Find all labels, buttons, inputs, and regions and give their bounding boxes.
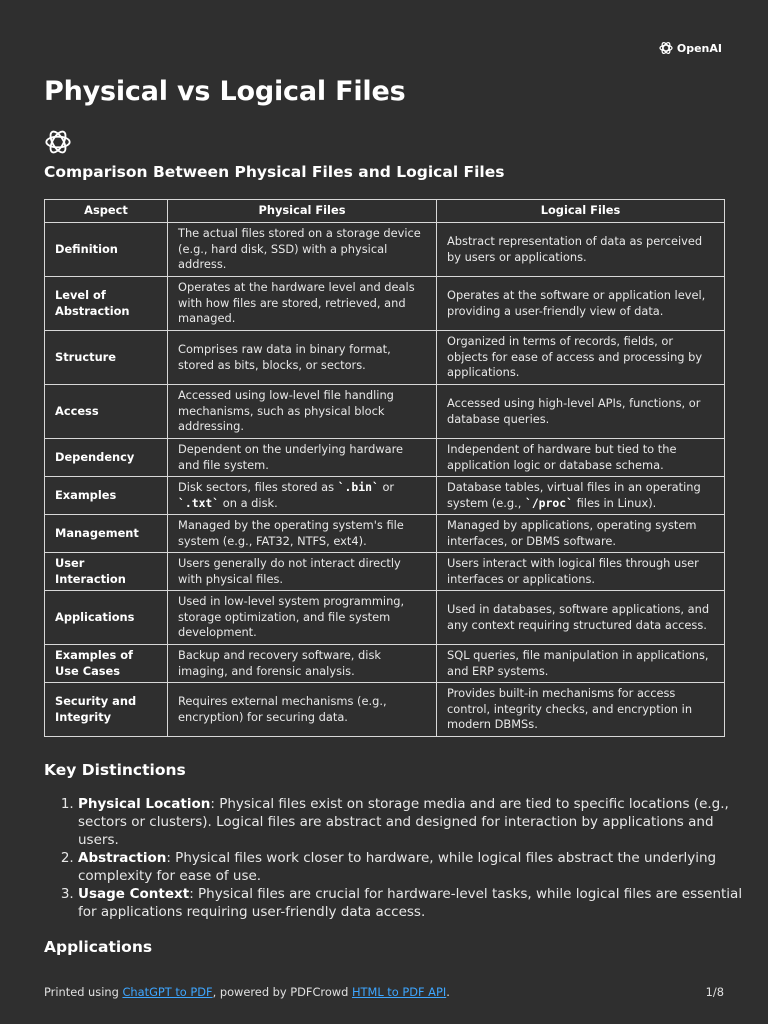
table-row [45,439,725,477]
openai-logo-icon [658,40,674,56]
logical-cell: Accessed using high-level APIs, functions, or database queries. [437,385,725,439]
table-row [45,385,725,439]
table-row [45,645,725,683]
list-item [78,795,758,849]
key-distinctions-heading: Key Distinctions [44,761,186,779]
footer-suffix: . [446,985,450,999]
physical-cell: Used in low-level system programming, storage optimization, and file system development. [168,591,437,645]
list-item-term: Abstraction [78,850,167,866]
physical-cell: Backup and recovery software, disk imaging, and forensic analysis. [168,645,437,683]
logical-cell: Managed by applications, operating system interfaces, or DBMS software. [437,515,725,553]
table-row [45,277,725,331]
column-header-logical: Logical Files [437,200,725,223]
aspect-cell: Structure [45,331,168,385]
chatgpt-logo-icon [44,128,72,156]
physical-text: or [378,479,395,494]
aspect-cell: Dependency [45,439,168,477]
footer-credit [44,985,450,999]
logical-cell: Provides built-in mechanisms for access control, integrity checks, and encryption in modern DBMSs. [437,683,725,737]
list-item-text: : Physical files exist on storage media and are tied to specific locations (e.g., sectors or clusters). Logical files are abstract and designed for interaction by applications and users. [78,796,729,848]
logical-cell: Users interact with logical files through user interfaces or applications. [437,553,725,591]
aspect-cell: Applications [45,591,168,645]
aspect-cell: Level of Abstraction [45,277,168,331]
list-item [78,849,758,885]
aspect-cell: Security and Integrity [45,683,168,737]
physical-cell: Operates at the hardware level and deals with how files are stored, retrieved, and managed. [168,277,437,331]
table-row [45,331,725,385]
aspect-cell: User Interaction [45,553,168,591]
list-item-term: Usage Context [78,886,190,902]
logical-cell: Independent of hardware but tied to the application logic or database schema. [437,439,725,477]
table-row [45,515,725,553]
table-row [45,591,725,645]
aspect-cell: Definition [45,223,168,277]
physical-cell [168,477,437,515]
physical-cell: Managed by the operating system's file system (e.g., FAT32, NTFS, ext4). [168,515,437,553]
html-to-pdf-api-link[interactable]: HTML to PDF API [351,985,447,999]
page-footer [44,985,724,999]
comparison-heading: Comparison Between Physical Files and Logical Files [44,163,505,181]
page-number: 1/8 [705,985,724,999]
physical-cell: Users generally do not interact directly with physical files. [168,553,437,591]
chatgpt-to-pdf-link[interactable]: ChatGPT to PDF [122,985,213,999]
logical-cell: Used in databases, software applications, and any context requiring structured data access. [437,591,725,645]
column-header-aspect: Aspect [45,200,168,223]
physical-cell: Dependent on the underlying hardware and file system. [168,439,437,477]
txt-extension-code: `.txt` [178,495,220,510]
footer-prefix: Printed using [44,985,123,999]
logical-cell: Organized in terms of records, fields, or objects for ease of access and processing by applications. [437,331,725,385]
proc-path-code: `/proc` [524,495,573,510]
key-distinctions-list [44,795,758,921]
physical-text: Disk sectors, files stored as [178,479,338,494]
physical-text: on a disk. [219,495,278,510]
table-row [45,223,725,277]
aspect-cell: Access [45,385,168,439]
brand-label: OpenAI [676,41,722,55]
table-row [45,683,725,737]
physical-cell: Requires external mechanisms (e.g., encryption) for securing data. [168,683,437,737]
physical-cell: Accessed using low-level file handling mechanisms, such as physical block addressing. [168,385,437,439]
logical-cell: SQL queries, file manipulation in applications, and ERP systems. [437,645,725,683]
physical-cell: The actual files stored on a storage device (e.g., hard disk, SSD) with a physical address. [168,223,437,277]
column-header-physical: Physical Files [168,200,437,223]
aspect-cell: Management [45,515,168,553]
list-item-term: Physical Location [78,796,211,812]
logical-text: files in Linux). [572,495,657,510]
bin-extension-code: `.bin` [337,479,379,494]
table-row [45,553,725,591]
physical-cell: Comprises raw data in binary format, stored as bits, blocks, or sectors. [168,331,437,385]
table-header-row [45,200,725,223]
logical-text: Database tables, virtual files in an operating system (e.g., [447,479,701,510]
footer-middle: , powered by PDFCrowd [212,985,352,999]
aspect-cell: Examples [45,477,168,515]
list-item-text: : Physical files work closer to hardware, while logical files abstract the underlying complexity for ease of use. [78,850,717,884]
table-row [45,477,725,515]
comparison-table [44,199,725,737]
list-item-text: : Physical files are crucial for hardware-level tasks, while logical files are essential for applications requiring user-friendly data access. [78,886,743,920]
logical-cell: Operates at the software or application level, providing a user-friendly view of data. [437,277,725,331]
openai-brand [658,40,722,56]
logical-cell [437,477,725,515]
logical-cell: Abstract representation of data as perceived by users or applications. [437,223,725,277]
applications-heading: Applications [44,938,153,956]
aspect-cell: Examples of Use Cases [45,645,168,683]
page-title: Physical vs Logical Files [44,76,406,107]
list-item [78,885,758,921]
